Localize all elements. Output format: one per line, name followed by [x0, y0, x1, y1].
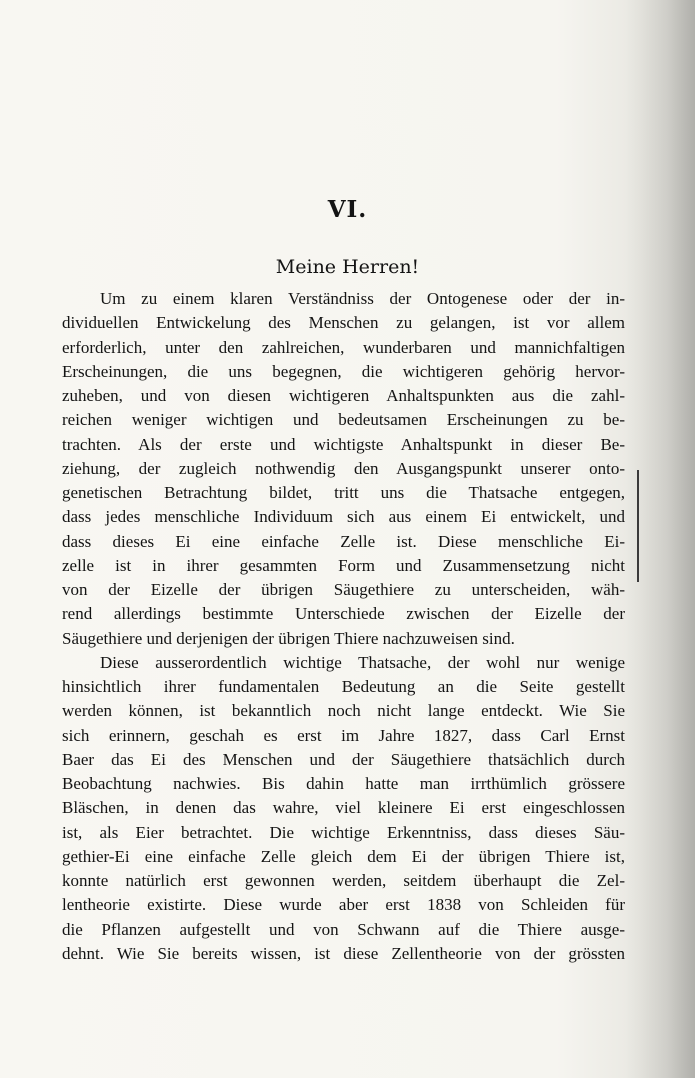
salutation-heading: Meine Herren! — [275, 256, 420, 278]
text-line: rend allerdings bestimmte Unterschiede zwischen der Eizelle der — [62, 604, 625, 624]
text-line: zuheben, und von diesen wichtigeren Anhaltspunkten aus die zahl- — [62, 386, 625, 405]
text-line: trachten. Als der erste und wichtigste Anhaltspunkt in dieser Be- — [62, 434, 625, 454]
text-line: reichen weniger wichtigen und bedeutsamen Erscheinungen zu be- — [62, 410, 625, 430]
text-line: dass dieses Ei eine einfache Zelle ist. Diese menschliche Ei- — [62, 531, 625, 551]
text-line: genetischen Betrachtung bildet, tritt uns die Thatsache entgegen, — [62, 483, 625, 502]
text-line: Um zu einem klaren Verständniss der Ontogenese oder der in- — [100, 289, 625, 308]
text-line: dividuellen Entwickelung des Menschen zu gelangen, ist vor allem — [62, 313, 625, 333]
text-line: lentheorie existirte. Diese wurde aber erst 1838 von Schleiden für — [62, 895, 625, 915]
text-line: von der Eizelle der übrigen Säugethiere zu unterscheiden, wäh- — [62, 580, 625, 599]
text-line: konnte natürlich erst gewonnen werden, seitdem überhaupt die Zel- — [62, 871, 625, 890]
text-line: Diese ausserordentlich wichtige Thatsache, der wohl nur wenige — [100, 652, 625, 672]
text-line: ziehung, der zugleich nothwendig den Ausgangspunkt unserer onto- — [62, 458, 625, 478]
text-line: Beobachtung nachwies. Bis dahin hatte man irrthümlich grössere — [62, 774, 625, 793]
text-line: die Pflanzen aufgestellt und von Schwann auf die Thiere ausge- — [62, 919, 625, 939]
text-line: Bläschen, in denen das wahre, viel kleinere Ei erst eingeschlossen — [62, 798, 625, 818]
text-line: sich erinnern, geschah es erst im Jahre 1827, dass Carl Ernst — [62, 725, 625, 745]
text-line: werden können, ist bekanntlich noch nicht lange entdeckt. Wie Sie — [62, 701, 625, 721]
text-line: Erscheinungen, die uns begegnen, die wichtigeren gehörig hervor- — [62, 361, 625, 381]
body-text — [62, 287, 625, 966]
text-line: dass jedes menschliche Individuum sich aus einem Ei entwickelt, und — [62, 507, 625, 527]
chapter-number: VI. — [327, 196, 368, 223]
margin-pencil-mark — [637, 470, 639, 582]
text-line: hinsichtlich ihrer fundamentalen Bedeutung an die Seite gestellt — [62, 677, 625, 696]
text-line: ist, als Eier betrachtet. Die wichtige Erkenntniss, dass dieses Säu- — [62, 822, 625, 842]
page-edge-shadow — [625, 0, 695, 1078]
text-line: erforderlich, unter den zahlreichen, wunderbaren und mannichfaltigen — [62, 337, 625, 357]
text-line: Baer das Ei des Menschen und der Säugethiere thatsächlich durch — [62, 749, 625, 769]
text-line: dehnt. Wie Sie bereits wissen, ist diese Zellentheorie von der grössten — [62, 943, 625, 963]
text-line: gethier-Ei eine einfache Zelle gleich dem Ei der übrigen Thiere ist, — [62, 846, 625, 866]
text-line: Säugethiere und derjenigen der übrigen Thiere nachzuweisen sind. — [62, 628, 515, 648]
text-line: zelle ist in ihrer gesammten Form und Zusammensetzung nicht — [62, 555, 625, 575]
